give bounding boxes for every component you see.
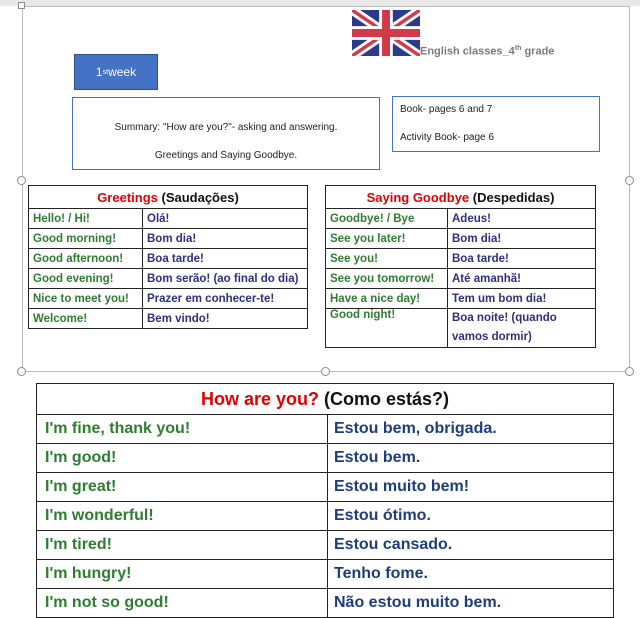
portuguese-cell: Tenho fome. xyxy=(328,560,614,589)
portuguese-cell: Até amanhã! xyxy=(448,269,596,289)
resize-handle-left[interactable] xyxy=(17,176,26,185)
portuguese-cell: Bom serão! (ao final do dia) xyxy=(143,269,308,289)
english-cell: Good night! xyxy=(326,309,448,348)
portuguese-cell: Estou bem, obrigada. xyxy=(328,415,614,444)
english-cell: Welcome! xyxy=(29,309,143,329)
week-badge: 1 st week xyxy=(74,54,158,90)
table-row xyxy=(326,269,596,289)
english-cell: I'm tired! xyxy=(37,531,328,560)
portuguese-cell: Adeus! xyxy=(448,209,596,229)
portuguese-cell: Bom dia! xyxy=(143,229,308,249)
resize-handle-top-left[interactable] xyxy=(18,2,25,9)
english-cell: Have a nice day! xyxy=(326,289,448,309)
english-cell: See you tomorrow! xyxy=(326,269,448,289)
table-row xyxy=(326,209,596,229)
table-row xyxy=(326,289,596,309)
goodbye-table xyxy=(325,185,596,348)
english-cell: See you later! xyxy=(326,229,448,249)
table-row xyxy=(29,309,308,329)
table-header-row xyxy=(37,384,614,415)
table-row xyxy=(326,249,596,269)
summary-line-2: Greetings and Saying Goodbye. xyxy=(154,150,298,161)
how-are-you-title: How are you? (Como estás?) xyxy=(37,384,614,415)
english-cell: Good morning! xyxy=(29,229,143,249)
english-cell: I'm wonderful! xyxy=(37,502,328,531)
activity-book-line: Activity Book- page 6 xyxy=(400,132,494,143)
table-row xyxy=(29,209,308,229)
table-row xyxy=(326,309,596,348)
portuguese-cell: Boa tarde! xyxy=(448,249,596,269)
portuguese-cell: Bom dia! xyxy=(448,229,596,249)
greetings-table xyxy=(28,185,308,329)
book-pages-box xyxy=(392,96,600,152)
english-cell: Goodbye! / Bye xyxy=(326,209,448,229)
table-header-row xyxy=(29,186,308,209)
subject-label: English classes_4th grade xyxy=(420,45,555,58)
uk-flag-icon xyxy=(352,10,420,56)
english-cell: Hello! / Hi! xyxy=(29,209,143,229)
portuguese-cell: Estou bem. xyxy=(328,444,614,473)
english-cell: I'm great! xyxy=(37,473,328,502)
english-cell: I'm hungry! xyxy=(37,560,328,589)
english-cell: Good afternoon! xyxy=(29,249,143,269)
table-row xyxy=(29,269,308,289)
portuguese-cell: Estou cansado. xyxy=(328,531,614,560)
english-cell: Good evening! xyxy=(29,269,143,289)
english-cell: See you! xyxy=(326,249,448,269)
table-row xyxy=(29,229,308,249)
table-row xyxy=(37,531,614,560)
how-are-you-table xyxy=(36,383,614,618)
resize-handle-bottom[interactable] xyxy=(321,367,330,376)
table-row xyxy=(326,229,596,249)
portuguese-cell: Boa noite! (quando vamos dormir) xyxy=(448,309,596,348)
portuguese-cell: Bem vindo! xyxy=(143,309,308,329)
greetings-title: Greetings (Saudações) xyxy=(29,186,308,209)
portuguese-cell: Boa tarde! xyxy=(143,249,308,269)
table-row xyxy=(37,473,614,502)
english-cell: I'm not so good! xyxy=(37,589,328,618)
table-row xyxy=(37,589,614,618)
resize-handle-bottom-left[interactable] xyxy=(17,367,26,376)
table-row xyxy=(37,415,614,444)
english-cell: I'm good! xyxy=(37,444,328,473)
table-header-row xyxy=(326,186,596,209)
table-row xyxy=(37,560,614,589)
summary-box xyxy=(72,97,380,170)
portuguese-cell: Olá! xyxy=(143,209,308,229)
portuguese-cell: Tem um bom dia! xyxy=(448,289,596,309)
book-pages-line: Book- pages 6 and 7 xyxy=(400,104,493,115)
portuguese-cell: Estou ótimo. xyxy=(328,502,614,531)
summary-line-1: Summary: "How are you?"- asking and answering. xyxy=(114,122,338,133)
portuguese-cell: Não estou muito bem. xyxy=(328,589,614,618)
goodbye-title: Saying Goodbye (Despedidas) xyxy=(326,186,596,209)
table-row xyxy=(37,444,614,473)
resize-handle-right[interactable] xyxy=(625,176,634,185)
portuguese-cell: Prazer em conhecer-te! xyxy=(143,289,308,309)
english-cell: Nice to meet you! xyxy=(29,289,143,309)
table-row xyxy=(29,249,308,269)
resize-handle-bottom-right[interactable] xyxy=(625,367,634,376)
portuguese-cell: Estou muito bem! xyxy=(328,473,614,502)
table-row xyxy=(37,502,614,531)
table-row xyxy=(29,289,308,309)
english-cell: I'm fine, thank you! xyxy=(37,415,328,444)
